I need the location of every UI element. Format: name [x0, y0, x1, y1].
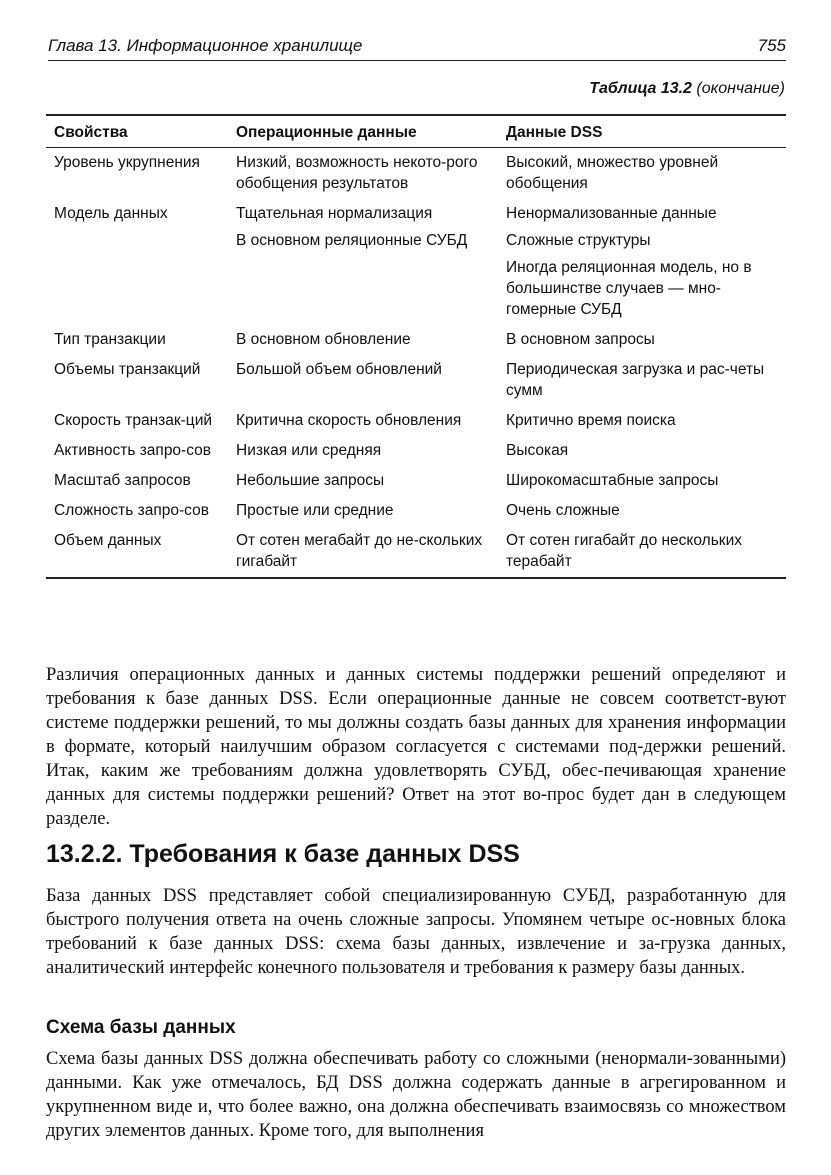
cell-operational [228, 148, 498, 200]
table-row [46, 406, 786, 436]
table-header-row [46, 115, 786, 148]
cell-dss [498, 496, 786, 526]
table-row [46, 199, 786, 325]
cell-operational-line: Простые или средние [236, 502, 394, 519]
cell-operational [228, 199, 498, 325]
cell-operational [228, 325, 498, 355]
cell-operational [228, 466, 498, 496]
cell-operational-line: Большой объем обновлений [236, 361, 442, 378]
cell-property: Сложность запро-сов [54, 502, 209, 519]
cell-dss [498, 199, 786, 325]
running-header [48, 34, 786, 61]
cell-dss-line: В основном запросы [506, 331, 655, 348]
chapter-title: Глава 13. Информационное хранилище [48, 36, 363, 55]
table-row [46, 325, 786, 355]
cell-dss-line: Высокая [506, 442, 569, 459]
table-row [46, 496, 786, 526]
cell-dss [498, 148, 786, 200]
cell-operational-line: Низкая или средняя [236, 442, 382, 459]
cell-dss [498, 526, 786, 578]
cell-dss-line: Критично время поиска [506, 412, 676, 429]
cell-operational [228, 526, 498, 578]
cell-property: Модель данных [54, 205, 168, 222]
paragraph-requirements: База данных DSS представляет собой специализированную СУБД, разработанную для быстрого получения ответа на очень сложные запросы. Упомянем четыре ос-новных блока требований к базе данных DSS: схема базы данных, извлечение и за-грузка данных, аналитический интерфейс конечного пользователя и требования к размеру базы данных. [46, 886, 786, 978]
cell-operational-line: Небольшие запросы [236, 472, 385, 489]
table-row [46, 466, 786, 496]
cell-operational [228, 406, 498, 436]
column-header-properties: Свойства [46, 115, 228, 148]
cell-property: Масштаб запросов [54, 472, 191, 489]
cell-operational-line: Низкий, возможность некото-рого обобщения результатов [236, 154, 478, 192]
cell-operational-line: В основном реляционные СУБД [236, 232, 468, 249]
cell-operational-line: Критична скорость обновления [236, 412, 462, 429]
cell-dss-line: Ненормализованные данные [506, 205, 717, 222]
cell-dss-line: Иногда реляционная модель, но в большинстве случаев — мно-гомерные СУБД [506, 259, 752, 318]
cell-operational [228, 355, 498, 406]
cell-property: Скорость транзак-ций [54, 412, 213, 429]
cell-dss [498, 325, 786, 355]
cell-operational-line: В основном обновление [236, 331, 411, 348]
cell-dss [498, 355, 786, 406]
cell-dss-line: Сложные структуры [506, 232, 651, 249]
column-header-operational: Операционные данные [228, 115, 498, 148]
cell-dss [498, 436, 786, 466]
cell-property: Тип транзакции [54, 331, 166, 348]
table-row [46, 526, 786, 578]
comparison-table [46, 114, 786, 579]
cell-dss-line: Высокий, множество уровней обобщения [506, 154, 719, 192]
table-caption [589, 80, 785, 98]
cell-dss [498, 406, 786, 436]
cell-property: Объемы транзакций [54, 361, 201, 378]
table-row [46, 148, 786, 200]
table-row [46, 355, 786, 406]
cell-property: Объем данных [54, 532, 162, 549]
page-number: 755 [757, 36, 786, 55]
paragraph-schema: Схема базы данных DSS должна обеспечивать работу со сложными (ненормали-зованными) данными. Как уже отмечалось, БД DSS должна содержать данные в агрегированном и укрупненном виде и, что более важно, она должна обеспечивать взаимосвязь со множеством других элементов данных. Кроме того, для выполнения [46, 1049, 786, 1141]
column-header-dss: Данные DSS [498, 115, 786, 148]
cell-dss-line: Периодическая загрузка и рас-четы сумм [506, 361, 765, 399]
paragraph-differences: Различия операционных данных и данных системы поддержки решений определяют и требования к базе данных DSS. Если операционные данные не совсем соответст-вуют системе поддержки решений, то мы должны создать базы данных для хранения информации в формате, который наилучшим образом согласуется с системами под-держки решений. Итак, каким же требованиям должна удовлетворять СУБД, обес-печивающая хранение данных для системы поддержки решений? Ответ на этот во-прос будет дан в следующем разделе. [46, 665, 786, 829]
table-row [46, 436, 786, 466]
cell-operational [228, 436, 498, 466]
cell-dss [498, 466, 786, 496]
table-caption-note: (окончание) [696, 80, 785, 97]
table-body [46, 148, 786, 579]
cell-operational [228, 496, 498, 526]
table-caption-label: Таблица 13.2 [589, 80, 692, 97]
cell-dss-line: Очень сложные [506, 502, 620, 519]
cell-dss-line: От сотен гигабайт до нескольких терабайт [506, 532, 742, 570]
cell-operational-line: Тщательная нормализация [236, 205, 433, 222]
cell-operational-line: От сотен мегабайт до не-скольких гигабайт [236, 532, 483, 570]
cell-property: Активность запро-сов [54, 442, 211, 459]
cell-dss-line: Широкомасштабные запросы [506, 472, 719, 489]
subsection-heading: Схема базы данных [46, 1017, 236, 1038]
section-heading: 13.2.2. Требования к базе данных DSS [46, 840, 520, 868]
cell-property: Уровень укрупнения [54, 154, 200, 171]
